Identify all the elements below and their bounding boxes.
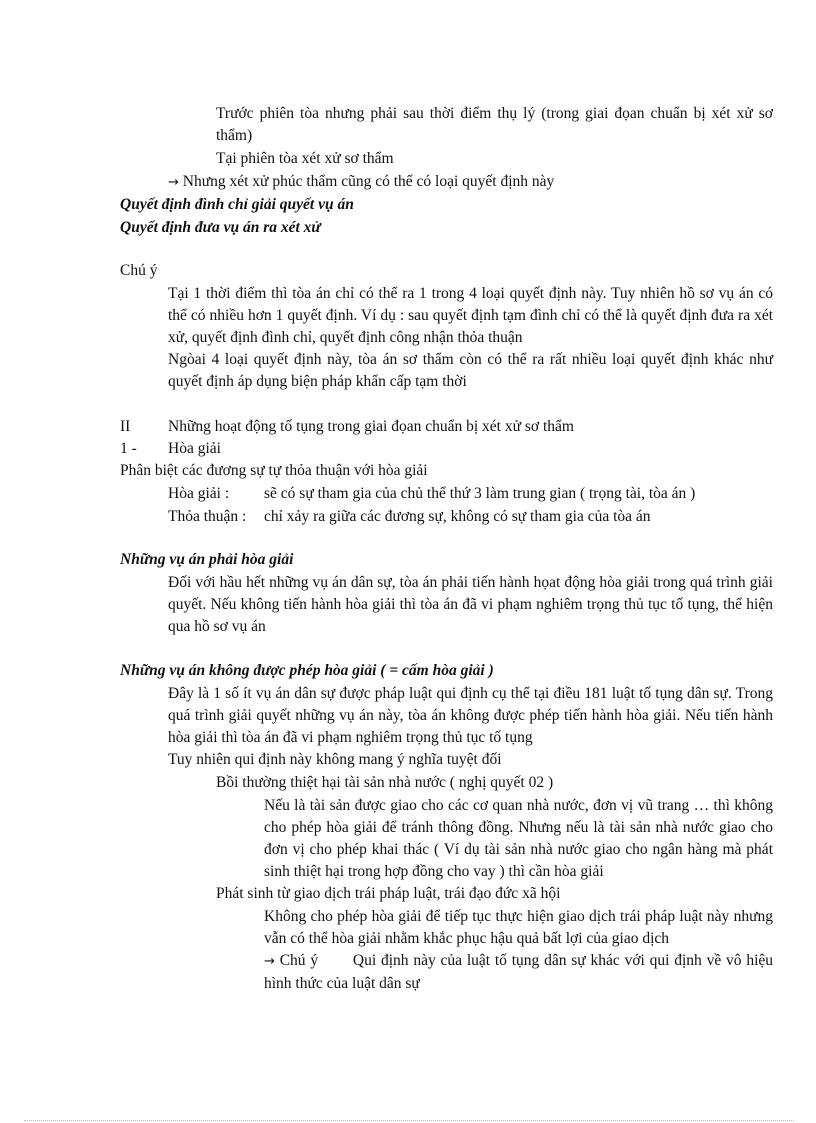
final-note [264, 950, 773, 995]
final-note-label: Chú ý [279, 952, 319, 969]
arrow-note [168, 172, 554, 193]
arrow-note-text: Nhưng xét xử phúc thẩm cũng có thể có loại quyết định này [182, 173, 555, 190]
note-label: Chú ý [120, 262, 158, 279]
arrow-right-icon: → [264, 954, 275, 969]
section-title: Những hoạt động tố tụng trong giai đọan chuẩn bị xét xử sơ thẩm [168, 418, 574, 435]
paragraph-before-hearing: Trước phiên tòa nhưng phải sau thời điểm thụ lý (trong giai đọan chuẩn bị xét xử sơ thẩm) [216, 105, 773, 144]
subsection-number: 1 - [120, 440, 137, 457]
case-illegal-transaction-title: Phát sinh từ giao dịch trái pháp luật, trái đạo đức xã hội [216, 885, 561, 902]
forbidden-paragraph-2: Tuy nhiên qui định này không mang ý nghĩa tuyệt đối [168, 751, 502, 768]
heading-forbidden-mediation: Những vụ án không được phép hòa giải ( = cấm hòa giải ) [120, 662, 494, 679]
final-note-text: Qui định này của luật tố tụng dân sự khác với qui định về vô hiệu hình thức của luật dân sự [264, 952, 774, 992]
page-bottom-border [24, 1120, 794, 1121]
forbidden-paragraph-1: Đây là 1 số ít vụ án dân sự được pháp luật qui định cụ thể tại điều 181 luật tố tụng dân sự. Trong quá trình giải quyết những vụ án này, tòa án không được phép tiến hành hòa giải. Nếu tiến hành hòa giải thì tòa án đã vi phạm nghiêm trọng thủ tục tố tụng [168, 685, 773, 746]
distinguish-line: Phân biệt các đương sự tự thỏa thuận với hòa giải [120, 462, 428, 479]
heading-mandatory-mediation: Những vụ án phải hòa giải [120, 551, 294, 568]
case-illegal-transaction-text: Không cho phép hòa giải để tiếp tục thực hiện giao dịch trái pháp luật này nhưng vẫn có thể hòa giải nhằm khắc phục hậu quả bất lợi của giao dịch [264, 908, 773, 947]
case-state-property-text: Nếu là tài sản được giao cho các cơ quan nhà nước, đơn vị vũ trang … thì không cho phép hòa giải để tránh thông đồng. Nhưng nếu là tài sản nhà nước giao cho đơn vị cho phép khai thác ( Ví dụ tài sản nhà nước giao cho ngân hàng mà phát sinh thiệt hại trong hợp đồng cho vay ) thì cần hòa giải [264, 797, 773, 880]
definition-term-mediation: Hòa giải : [168, 485, 230, 502]
mandatory-mediation-text: Đối với hầu hết những vụ án dân sự, tòa án phải tiến hành họat động hòa giải trong quá trình giải quyết. Nếu không tiến hành hòa giải thì tòa án đã vi phạm nghiêm trọng thủ tục tố tụng, thể hiện qua hồ sơ vụ án [168, 574, 773, 635]
note-paragraph-2: Ngòai 4 loại quyết định này, tòa án sơ thẩm còn có thể ra rất nhiều loại quyết định khác như quyết định áp dụng biện pháp khẩn cấp tạm thời [168, 351, 773, 390]
section-number: II [120, 418, 131, 435]
case-state-property-title: Bồi thường thiệt hại tài sản nhà nước ( nghị quyết 02 ) [216, 774, 554, 791]
arrow-right-icon: → [168, 175, 179, 190]
definition-text-mediation: sẽ có sự tham gia của chủ thể thứ 3 làm trung gian ( trọng tài, tòa án ) [264, 485, 696, 502]
definition-term-agreement: Thỏa thuận : [168, 508, 247, 525]
note-paragraph-1: Tại 1 thời điểm thì tòa án chỉ có thể ra 1 trong 4 loại quyết định này. Tuy nhiên hồ sơ vụ án có thể có nhiều hơn 1 quyết định. Ví dụ : sau quyết định tạm đình chỉ có thể là quyết định đưa ra xét xử, quyết định đình chỉ, quyết định công nhận thỏa thuận [168, 285, 773, 346]
paragraph-at-hearing: Tại phiên tòa xét xử sơ thẩm [216, 150, 394, 167]
heading-trial-decision: Quyết định đưa vụ án ra xét xử [120, 219, 321, 236]
heading-suspension-decision: Quyết định đình chỉ giải quyết vụ án [120, 196, 354, 213]
definition-text-agreement: chỉ xảy ra giữa các đương sự, không có sự tham gia của tòa án [264, 508, 651, 525]
subsection-title: Hòa giải [168, 440, 221, 457]
